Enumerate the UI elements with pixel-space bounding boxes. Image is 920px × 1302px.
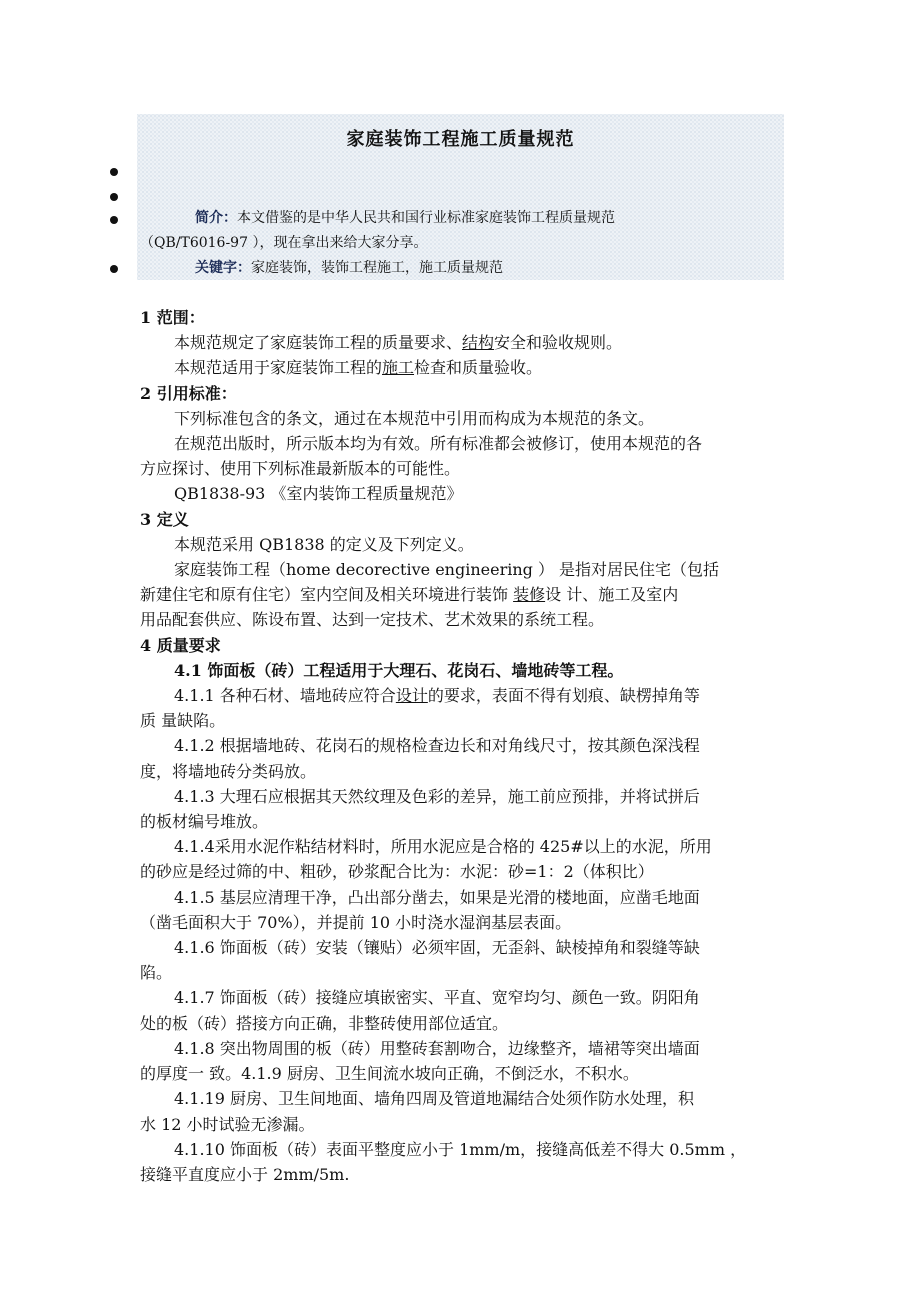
paragraph: 4.1.1 各种石材、墙地砖应符合设计的要求，表面不得有划痕、缺楞掉角等 bbox=[174, 686, 700, 706]
paragraph: 4.1.2 根据墙地砖、花岗石的规格检查边长和对角线尺寸，按其颜色深浅程 bbox=[174, 736, 700, 756]
bullet-icon bbox=[110, 265, 118, 273]
paragraph-cont: 新建住宅和原有住宅）室内空间及相关环境进行装饰 装修设 计、施工及室内 bbox=[140, 585, 679, 605]
paragraph: 4.1.7 饰面板（砖）接缝应填嵌密实、平直、宽窄均匀、颜色一致。阴阳角 bbox=[174, 988, 700, 1008]
bullet-icon bbox=[110, 216, 118, 224]
paragraph-cont: 接缝平直度应小于 2mm/5m. bbox=[140, 1164, 350, 1184]
paragraph-cont: 的板材编号堆放。 bbox=[140, 812, 269, 832]
link-decoration[interactable]: 装修 bbox=[513, 585, 546, 605]
paragraph-cont: 度，将墙地砖分类码放。 bbox=[140, 761, 317, 781]
paragraph-cont: 质 量缺陷。 bbox=[140, 711, 226, 731]
summary-line-2: （QB/T6016-97 ），现在拿出来给大家分享。 bbox=[140, 235, 428, 251]
bullet-icon bbox=[110, 193, 118, 201]
summary-text: 本文借鉴的是中华人民共和国行业标准家庭装饰工程质量规范 bbox=[237, 210, 615, 226]
paragraph: 4.1.5 基层应清理干净，凸出部分凿去，如果是光滑的楼地面，应凿毛地面 bbox=[174, 887, 700, 907]
paragraph-cont: 用品配套供应、陈设布置、达到一定技术、艺术效果的系统工程。 bbox=[140, 610, 605, 630]
section-2-heading: 2 引用标准： bbox=[140, 383, 237, 403]
paragraph: QB1838-93 《室内装饰工程质量规范》 bbox=[174, 484, 463, 504]
paragraph-cont: 的厚度一 致。4.1.9 厨房、卫生间流水坡向正确，不倒泛水，不积水。 bbox=[140, 1064, 639, 1084]
paragraph: 4.1.8 突出物周围的板（砖）用整砖套割吻合，边缘整齐，墙裙等突出墙面 bbox=[174, 1038, 700, 1058]
subsection-heading: 4.1 饰面板（砖）工程适用于大理石、花岗石、墙地砖等工程。 bbox=[174, 660, 624, 680]
summary-label: 简介： bbox=[195, 210, 237, 226]
paragraph-cont: 水 12 小时试验无渗漏。 bbox=[140, 1114, 315, 1134]
keywords-text: 家庭装饰，装饰工程施工，施工质量规范 bbox=[251, 260, 503, 276]
paragraph: 4.1.4采用水泥作粘结材料时，所用水泥应是合格的 425#以上的水泥，所用 bbox=[174, 837, 712, 857]
section-4-heading: 4 质量要求 bbox=[140, 635, 221, 655]
section-1-heading: 1 范围： bbox=[140, 308, 205, 327]
summary-line bbox=[195, 208, 615, 228]
bullet-icon bbox=[110, 168, 118, 176]
paragraph: 4.1.19 厨房、卫生间地面、墙角四周及管道地漏结合处须作防水处理，积 bbox=[174, 1089, 694, 1109]
link-design[interactable]: 设计 bbox=[395, 686, 428, 706]
paragraph: 4.1.6 饰面板（砖）安装（镶贴）必须牢固，无歪斜、缺棱掉角和裂缝等缺 bbox=[174, 938, 700, 958]
paragraph: 4.1.3 大理石应根据其天然纹理及色彩的差异，施工前应预排，并将试拼后 bbox=[174, 786, 700, 806]
paragraph: 本规范适用于家庭装饰工程的施工检查和质量验收。 bbox=[174, 358, 543, 378]
section-3-heading: 3 定义 bbox=[140, 509, 189, 529]
document-body bbox=[140, 305, 788, 1187]
link-construction[interactable]: 施工 bbox=[382, 358, 415, 378]
keywords-label: 关键字： bbox=[195, 260, 251, 276]
paragraph: 下列标准包含的条文，通过在本规范中引用而构成为本规范的条文。 bbox=[174, 408, 655, 428]
paragraph: 4.1.10 饰面板（砖）表面平整度应小于 1mm/m，接缝高低差不得大 0.5mm ， bbox=[174, 1139, 747, 1159]
paragraph: 在规范出版时，所示版本均为有效。所有标准都会被修订，使用本规范的各 bbox=[174, 434, 703, 454]
paragraph-cont: 处的板（砖）搭接方向正确，非整砖使用部位适宜。 bbox=[140, 1013, 509, 1033]
paragraph-cont: （凿毛面积大于 70%），并提前 10 小时浇水湿润基层表面。 bbox=[140, 912, 572, 932]
keywords-line bbox=[195, 258, 503, 278]
document-title: 家庭装饰工程施工质量规范 bbox=[346, 129, 575, 150]
paragraph-cont: 方应探讨、使用下列标准最新版本的可能性。 bbox=[140, 459, 461, 479]
paragraph: 本规范规定了家庭装饰工程的质量要求、结构安全和验收规则。 bbox=[174, 333, 623, 353]
paragraph: 本规范采用 QB1838 的定义及下列定义。 bbox=[174, 534, 474, 554]
paragraph: 家庭装饰工程（home decorective engineering ） 是指对居民住宅（包括 bbox=[174, 560, 720, 580]
link-structure[interactable]: 结构 bbox=[462, 333, 495, 353]
paragraph-cont: 陷。 bbox=[140, 963, 173, 983]
paragraph-cont: 的砂应是经过筛的中、粗砂，砂浆配合比为：水泥：砂=1：2（体积比） bbox=[140, 862, 654, 882]
